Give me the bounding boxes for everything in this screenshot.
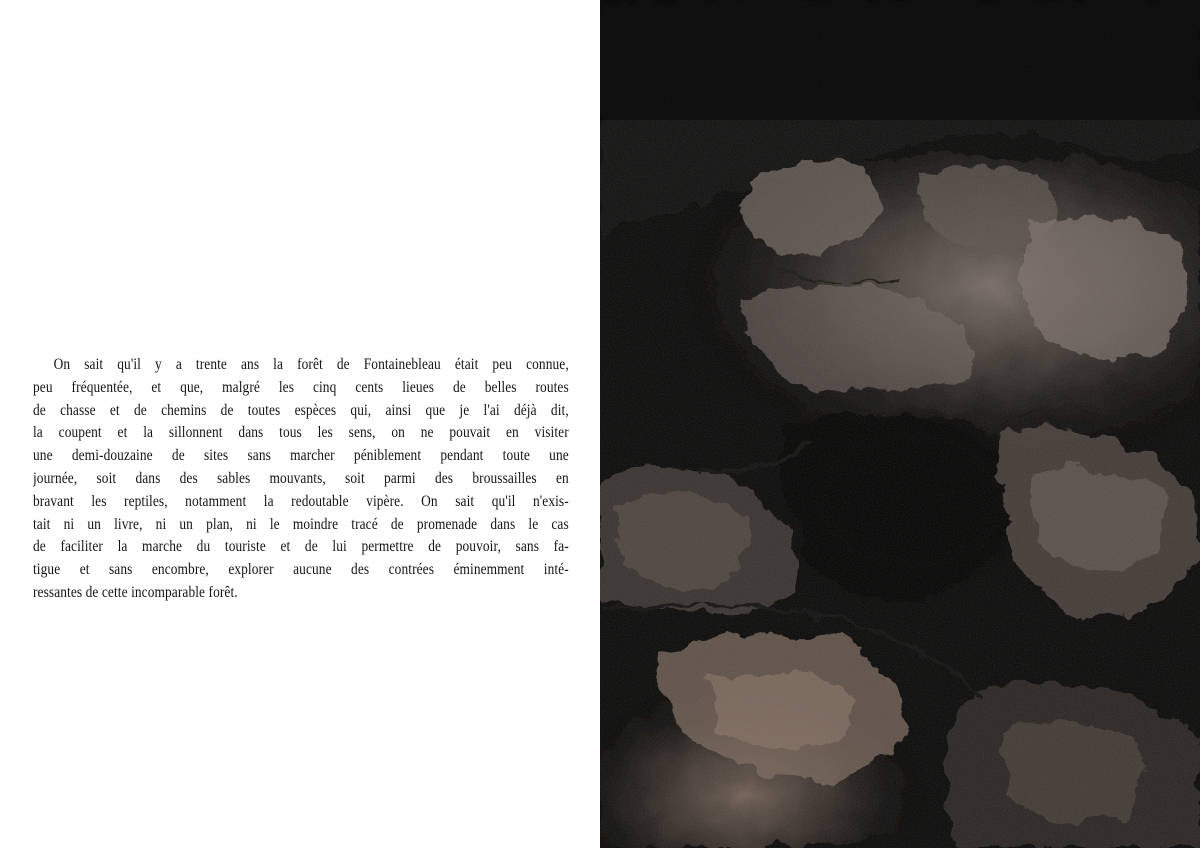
paragraph-line: de chasse et de chemins de toutes espèces qui, ainsi que je l'ai déjà dit, xyxy=(33,401,569,419)
rock-photograph xyxy=(600,0,1200,848)
body-paragraph xyxy=(33,354,569,605)
paragraph-line: tait ni un livre, ni un plan, ni le moindre tracé de promenade dans le cas xyxy=(33,515,569,533)
paragraph-line: de faciliter la marche du touriste et de lui permettre de pouvoir, sans fa- xyxy=(33,538,569,556)
paragraph-line: tigue et sans encombre, explorer aucune des contrées éminemment inté- xyxy=(33,561,569,579)
paragraph-line: peu fréquentée, et que, malgré les cinq cents lieues de belles routes xyxy=(33,378,569,396)
paragraph-line: une demi-douzaine de sites sans marcher péniblement pendant toute une xyxy=(33,447,569,465)
paragraph-line: On sait qu'il y a trente ans la forêt de Fontainebleau était peu connue, xyxy=(53,356,569,373)
paragraph-line: journée, soit dans des sables mouvants, soit parmi des broussailles en xyxy=(33,469,569,487)
paragraph-line: bravant les reptiles, notamment la redoutable vipère. On sait qu'il n'exis- xyxy=(33,492,569,510)
rock-texture-illustration xyxy=(600,0,1200,848)
paragraph-line: ressantes de cette incomparable forêt. xyxy=(33,583,238,601)
paragraph-line: la coupent et la sillonnent dans tous les sens, on ne pouvait en visiter xyxy=(33,424,569,442)
